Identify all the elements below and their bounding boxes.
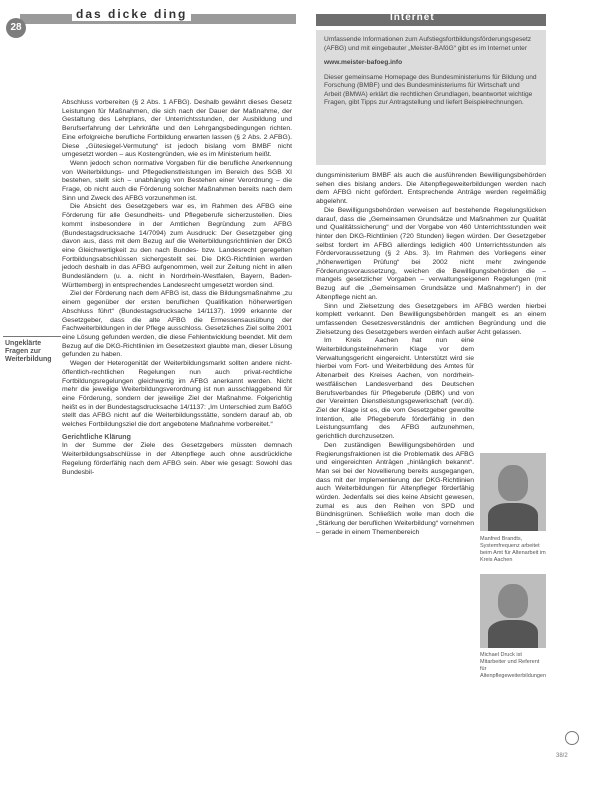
portrait-photo bbox=[480, 574, 546, 648]
left-column bbox=[62, 99, 292, 477]
portrait-face bbox=[498, 584, 528, 618]
paragraph: Wegen der Heterogenität der Weiterbildungsmarkt sollten andere nicht-öffentlich-rechtlichen Regelungen nun auch privat-rechtliche Fortbildungsregelungen gleichwertig im AFBG anerkannt werden. Nicht mehr die jeweilige Weiterbildungsverordnung ist nun ausschlaggebend für eine Förderung, sondern der jeweilige Ziel der Maßnahme. Folgerichtig heißt es in der Bundestagsdrucksache 14/1137: „Im Unterschied zum BaföG stellt das AFBG nicht auf die Weiterbildungsstätte, sondern darauf ab, ob welches Fortbildungsziel die dort angebotene Maßnahme vorbereitet.“ bbox=[62, 360, 292, 429]
paragraph: In der Summe der Ziele des Gesetzgebers müssten demnach Weiterbildungsabschlüsse in der Altenpflege auch ohne ausdrückliche Regelung förderfähig nach dem AFBG sein. Aber wie gesagt: Sowohl das Bundesbil- bbox=[62, 442, 292, 476]
margin-heading-line: Ungeklärte bbox=[5, 340, 42, 347]
infobox-url[interactable]: www.meister-bafoeg.info bbox=[324, 59, 403, 66]
subheading: Gerichtliche Klärung bbox=[62, 433, 131, 441]
paragraph: Ziel der Förderung nach dem AFBG ist, dass die Bildungsmaßnahme „zu einem gegenüber der ersten beruflichen Qualifikation höherwertigen Abschluss führt“ (Bundestagsdrucksache 14/1137). 1999 erkannte der Gesetzgeber, dass die alte AFBG die Ermessensausübung der Fachweiterbildungen in der Pflege ausschloss. Gesetzliches Ziel sollte 2001 eine Lösung gefunden werden, die diese Fehlentwicklung beendet. Mit dem Bezug auf die DKG-Richtlinien im Gesetzestext glaubte man, dieser Lösung gefunden zu haben. bbox=[62, 290, 292, 359]
internet-section-title: Internet bbox=[390, 12, 435, 23]
margin-divider bbox=[3, 336, 61, 337]
infobox-description: Dieser gemeinsame Homepage des Bundesministeriums für Bildung und Forschung (BMBF) und des Bundesministeriums für Wirtschaft und Arbeit (BMWA) erklärt die rechtlichen Grundlagen, beantwortet wichtige Fragen, gibt Tipps zur Antragstellung und liefert Beispielrechnungen. bbox=[324, 73, 537, 106]
paragraph: Im Kreis Aachen hat nun eine Weiterbildungsteilnehmerin Klage vor dem Verwaltungsgericht eingereicht. Unterstützt wird sie hierbei vom Fort- und Weiterbildung des Amtes für Altenarbeit des Kreises Aachen, von nordrhein-westfälischen Landesverband des Deutschen Berufsverbandes für Pflegeberufe (DBfK) und von der Vereinten Dienstleistungsgewerkschaft (ver.di). Ziel der Klage ist es, die vom Gesetzgeber gewollte Intention, alle Pflegeberufe förderfähig in den Leistungsumfang des AFBG aufzunehmen, gerichtlich durchzusetzen. bbox=[316, 337, 474, 441]
footer-mark: 38/2 bbox=[556, 753, 568, 759]
margin-heading-line: Fragen zur bbox=[5, 348, 41, 355]
portrait-face bbox=[498, 465, 528, 501]
portrait-shirt bbox=[488, 503, 538, 531]
portrait-photo bbox=[480, 453, 546, 531]
paragraph: Wenn jedoch schon normative Vorgaben für die berufliche Anerkennung von Weiterbildungs- und Pflegedienstleistungen im Bereich des SGB XI bestehen, stellt sich – unabhängig von Bestehen einer Verordnung – die Frage, ob nicht auch die Förderung solcher Maßnahmen bereits nach dem Sinn und Zweck des AFBG vorzunehmen ist. bbox=[62, 159, 292, 202]
end-mark-icon bbox=[565, 731, 579, 745]
paragraph: Sinn und Zielsetzung des Gesetzgebers im AFBG werden hierbei komplett verkannt. Den Bewilligungsbehörden mangelt es an einem umfassenden Gesetzesverständnis der amtlichen Begründung und die Zielsetzung des Gesetzgebers werden einfach außer Acht gelassen. bbox=[316, 302, 546, 336]
margin-heading bbox=[3, 336, 61, 366]
infobox-intro: Umfassende Informationen zum Aufstiegsfortbildungsförderungsgesetz (AFBG) und mit eingebauter „Meister-BAföG“ gibt es im Internet unter bbox=[324, 36, 532, 52]
page-number: 28 bbox=[6, 18, 26, 38]
internet-infobox bbox=[316, 30, 546, 165]
paragraph: dungsministerium BMBF als auch die ausführenden Bewilligungsbehörden sehen dies bislang anders. Die Altenpflegeweiterbildungen werden nach dem AFBG nicht gefördert. Entsprechende Anträge werden regelmäßig abgelehnt. bbox=[316, 172, 546, 206]
page-header-title: das dicke ding bbox=[72, 7, 191, 21]
portrait-shirt bbox=[488, 620, 538, 648]
margin-heading-line: Weiterbildung bbox=[5, 356, 52, 363]
paragraph: Den zuständigen Bewilligungsbehörden und Regierungsfraktionen ist die Problematik des AFBG und eingereichten Anträgen „hinlänglich bekannt“. Man sei bei der Novellierung bereits ausgegangen, dass mit der Implementierung der DKG-Richtlinien auch Weiterbildungen für Altenpfleger förderfähig würden. Jedenfalls sei dies keine Absicht gewesen, zumal es aus den Reihen von SPD und Bündnisgrünen. Schließlich wolle man doch die „Stärkung der beruflichen Weiterbildung“ vornehmen – gerade in einem Themenbereich bbox=[316, 441, 474, 536]
paragraph: Abschluss vorbereiten (§ 2 Abs. 1 AFBG). Deshalb gewährt dieses Gesetz Leistungen für Maßnahmen, die sich nach der Dauer der Maßnahme, der Gestaltung des Lehrplans, der Unterrichtsstunden, der Ausbildung und Berufserfahrung der Lehrkräfte und den Lehrgangsbedingungen richten. Eine erfolgreiche berufliche Fortbildung erwarten lassen (§ 2 Abs. 2 AFBG). Diese „Gütesiegel-Vermutung“ ist jedoch bislang vom BMBF nicht umgesetzt worden – aus Kostengründen, wie es im Ministerium heißt. bbox=[62, 99, 292, 159]
paragraph: Die Bewilligungsbehörden verweisen auf bestehende Regelungslücken darauf, dass die „Gemeinsamen Grundsätze und Maßnahmen zur Qualität und Qualitätssicherung“ und der Vorgabe von 460 Unterrichtsstunden weit hinter den DKG-Richtlinien (720 Stunden) liegen würden. Der Gesetzgeber selbst fordert im AFBG allerdings lediglich 400 Unterrichtsstunden als Fördervoraussetzung (§ 2 Abs. 3). Im Rahmen des Vorliegens einer „höherwertigen Prüfung“ bei 2002 nicht mehr zwingende Förderungsvoraussetzung, weichen die Bewilligungsbehörden die – mangels gesetzlicher Vorgaben – verwaltungseigenen Regelungen (mit Bezug auf die „Gemeinsamen Grundsätze und Maßnahmen“) in der Altenpflege nicht an. bbox=[316, 206, 546, 301]
paragraph: Die Absicht des Gesetzgebers war es, im Rahmen des AFBG eine Förderung für alle Gesundheits- und Pflegeberufe sicherzustellen. Dies kommt insbesondere in der Amtlichen Begründung zum AFBG (Bundestagsdrucksache 14/7094) zum Ausdruck: Der Gesetzgeber ging davon aus, dass mit dem Bezug auf die Weiterbildungsrichtlinien der DKG eine Gleichwertigkeit zu den nach Bundes- bzw. Landesrecht geregelten Fortbildungsabschlüssen sichergestellt sei. Die DKG-Richtlinien werden jedoch deshalb in das AFBG aufgenommen, weil zur Zeitung nicht in allen Bundesländern (u. a. nicht in Nordrhein-Westfalen, Bayern, Baden-Württemberg) in entsprechendes Landesrecht umgesetzt worden sind. bbox=[62, 203, 292, 289]
photo-caption: Michael Druck ist Mitarbeiter und Referent für Altenpflegeweiterbildungen bbox=[480, 652, 547, 679]
photo-caption: Manfred Brandts, Systemfrequenz arbeitet beim Amt für Altenarbeit im Kreis Aachen bbox=[480, 536, 546, 563]
